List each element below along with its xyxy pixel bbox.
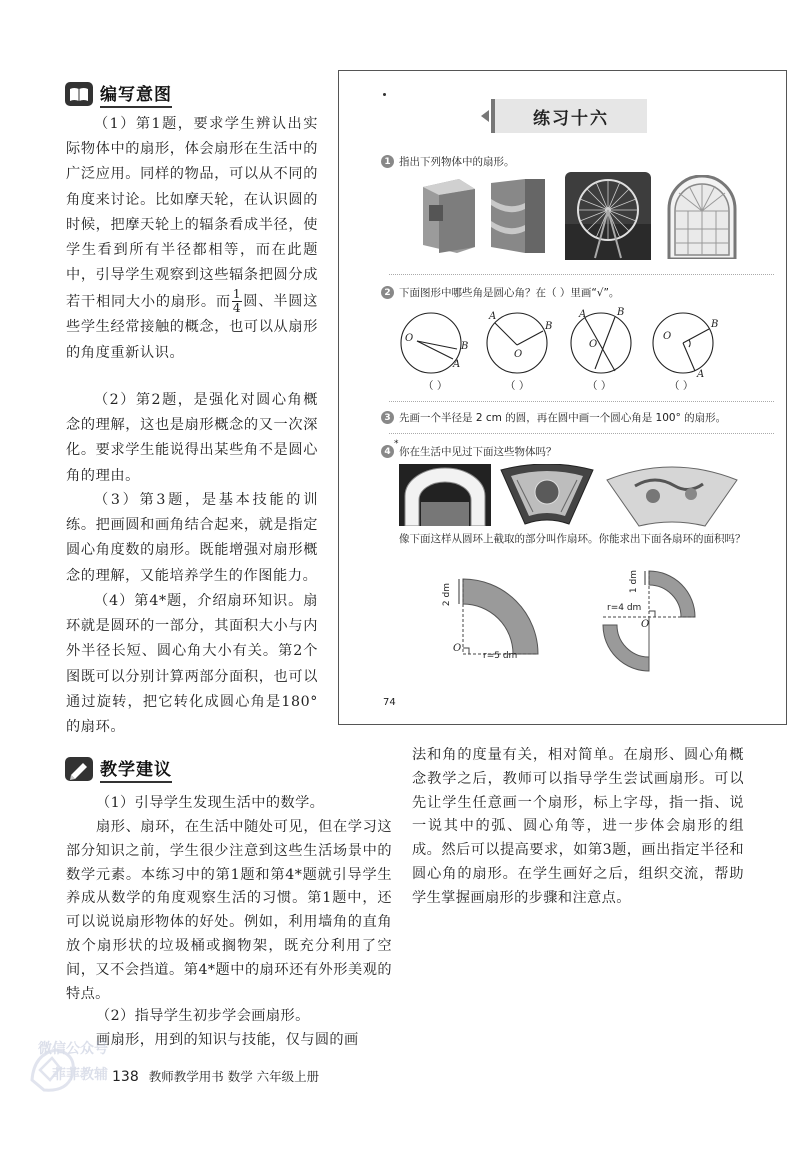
design-intent-p3: （3）第3题，是基本技能的训练。把画圆和画角结合起来，就是指定圆心角度数的扇形。既能增强对扇形概念的理解，又能培养学生的作图能力。 — [66, 492, 318, 584]
separator — [389, 274, 774, 275]
footer-book-title: 教师教学用书 数学 六年级上册 — [148, 1069, 320, 1084]
teaching-right-column: 法和角的度量有关，相对简单。在扇形、圆心角概念教学之后，教师可以指导学生尝试画扇形。可以先让学生任意画一个扇形，标上字母，指一指、说一说其中的弧、圆心角等，进一步体会扇形的组成。然后可以提高要求，如第3题，画出指定半径和圆心角的扇形。在学生画好之后，组织交流，帮助学生掌握画扇形的步骤和注意点。 — [412, 747, 744, 906]
ferris-wheel-image — [565, 172, 651, 260]
q3-text: 先画一个半径是 2 cm 的圆，再在圆中画一个圆心角是 100° 的扇形。 — [399, 412, 727, 424]
fig1-origin-label: O — [453, 643, 462, 654]
design-intent-header — [64, 80, 172, 108]
teaching-header — [64, 755, 172, 783]
teaching-s2-title: （2）指导学生初步学会画扇形。 — [96, 1008, 310, 1024]
exercise-title: 练习十六 — [491, 99, 647, 133]
design-intent-p4: （4）第4*题，介绍扇环知识。扇环就是圆环的一部分，其面积大小与内外半径长短、圆心角大小有关。第2个图既可以分别计算两部分面积，也可以通过旋转，把它转化成圆心角是180°的扇环。 — [66, 593, 318, 736]
fan-shaped-trash-bin-image — [419, 175, 479, 255]
exercise-page-number: 74 — [383, 697, 396, 708]
teaching-s2-body: 画扇形，用到的知识与技能，仅与圆的画 — [96, 1032, 359, 1048]
teaching-s1-body: 扇形、扇环，在生活中随处可见，但在学习这部分知识之前，学生很少注意到这些生活场景中的数学元素。本练习中的第1题和第4*题就引导学生养成从数学的角度观察生活的习惯。第1题中，还可以说说扇形物体的好处。例如，利用墙角的直角放个扇形状的垃圾桶或搁物架，既充分利用了空间，又不会挡道。第4*题中的扇环还有外形美观的特点。 — [66, 819, 392, 1002]
separator — [389, 401, 774, 402]
answer-paren-2[interactable]: （ ） — [505, 380, 530, 392]
design-intent-title: 编写意图 — [100, 80, 172, 108]
design-intent-p1: （1）第1题，要求学生辨认出实际物体中的扇形，体会扇形在生活中的广泛应用。同样的物品，可以从不同的角度来讨论。比如摩天轮，在认识圆的时候，把摩天轮上的辐条看成半径，使学生看到所有半径都相等，而在此题中，引导学生观察到这些辐条把圆分成若干相同大小的扇形。而 $\frac{1}{4}$ 圆、半圆这些学生经常接触的概念，也可以从扇形的角度重新认识。 — [66, 116, 318, 361]
teaching-title: 教学建议 — [100, 755, 172, 783]
q2-text: 下面图形中哪些角是圆心角？在（ ）里画“√”。 — [399, 287, 620, 299]
open-book-icon — [64, 81, 94, 107]
fig1-radius-label: r=5 dm — [483, 651, 518, 661]
watermark-line2: 菲菲教辅 — [52, 1067, 108, 1083]
q4-star: * — [394, 439, 399, 449]
fig2-side-label: 1 dm — [629, 570, 639, 594]
fan-ring-window-image — [499, 464, 595, 526]
answer-paren-3[interactable]: （ ） — [587, 380, 612, 392]
page-footer — [112, 1067, 319, 1085]
separator — [389, 433, 774, 434]
central-angle-labels: O B A A B O A B O O B A — [405, 307, 719, 380]
fig1-side-label: 2 dm — [442, 583, 452, 607]
folding-fan-painting-image — [605, 460, 739, 528]
arched-window-image — [667, 175, 737, 259]
design-intent-p2: （2）第2题，是强化对圆心角概念的理解，这也是扇形概念的又一次深化。要求学生能说得出某些角不是圆心角的理由。 — [66, 392, 318, 484]
q4-description: 像下面这样从圆环上截取的部分叫作扇环。你能求出下面各扇环的面积吗？ — [399, 533, 746, 545]
fig2-radius-label: r=4 dm — [607, 603, 642, 613]
q4-text: 你在生活中见过下面这些物体吗？ — [399, 446, 557, 458]
arch-gate-image — [399, 464, 491, 526]
exercise-panel — [338, 70, 787, 725]
q1-number: 1 — [381, 155, 394, 168]
q3-number: 3 — [381, 411, 394, 424]
q2-number: 2 — [381, 286, 394, 299]
q1-text: 指出下列物体中的扇形。 — [399, 156, 515, 168]
watermark-line1: 微信公众号 — [38, 1041, 108, 1057]
bullet-dot — [383, 93, 386, 96]
fraction-one-quarter: $\frac{1}{4}$ — [232, 287, 242, 316]
footer-page-number: 138 — [112, 1069, 139, 1085]
corner-shelf-image — [487, 177, 547, 255]
answer-paren-1[interactable]: （ ） — [423, 380, 448, 392]
hand-writing-icon — [64, 756, 94, 782]
teaching-s1-title: （1）引导学生发现生活中的数学。 — [96, 795, 325, 811]
q4-number: 4 — [381, 445, 394, 458]
fig2-origin-label: O — [641, 619, 650, 630]
answer-paren-4[interactable]: （ ） — [669, 380, 694, 392]
